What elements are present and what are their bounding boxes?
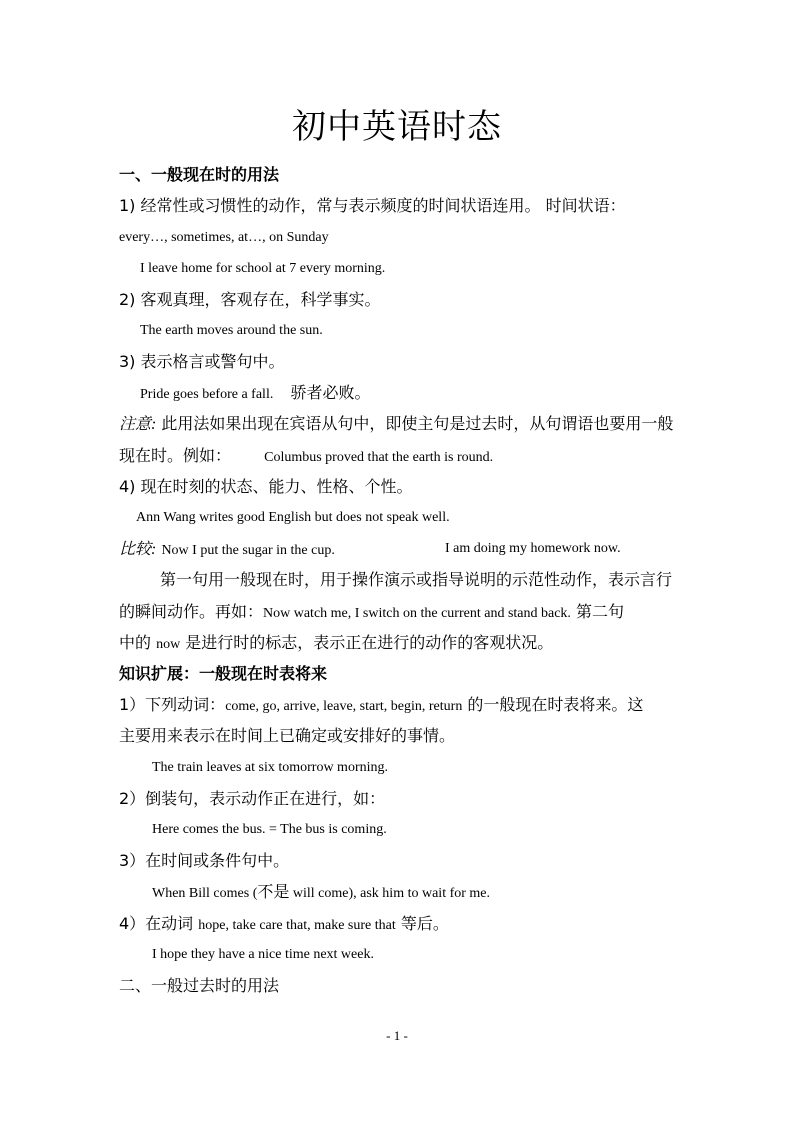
extension-item-1-example: The train leaves at six tomorrow morning. (152, 760, 388, 775)
page-title: 初中英语时态 (292, 107, 502, 147)
extension-item-1-verbs: come, go, arrive, leave, start, begin, return (225, 699, 463, 714)
compare-line (119, 538, 679, 562)
usage-3-example-en: Pride goes before a fall. (140, 387, 274, 402)
extension-item-3-example-a: When Bill comes ( (152, 886, 258, 901)
extension-item-4-verbs: hope, take care that, make sure that (198, 918, 396, 933)
usage-3: 3) 表示格言或警句中。 (119, 352, 285, 371)
usage-3-example (140, 382, 700, 406)
note-line-2-en: Columbus proved that the earth is round. (264, 450, 494, 465)
note-line-2-zh: 现在时。例如： (119, 446, 232, 465)
compare-sentence-b: I am doing my homework now. (445, 541, 621, 556)
extension-item-1-zh-b: 的一般现在时表将来。这 (462, 695, 644, 714)
compare-sentence-a: Now I put the sugar in the cup. (161, 543, 335, 558)
usage-1-line-1: 1) 经常性或习惯性的动作，常与表示频度的时间状语连用。 时间状语： (119, 196, 626, 215)
explain-line-3-zh-a: 中的 (119, 633, 157, 652)
explain-line-3 (119, 632, 679, 656)
extension-item-1-zh-a: 1）下列动词： (119, 695, 226, 714)
usage-1-example: I leave home for school at 7 every morning. (140, 261, 386, 276)
usage-3-example-zh: 骄者必败。 (290, 383, 371, 402)
explain-line-2-zh-a: 的瞬间动作。再如： (119, 602, 264, 621)
extension-item-3: 3）在时间或条件句中。 (119, 851, 290, 870)
explain-line-2-zh-b: 第二句 (570, 602, 625, 621)
usage-1-line-2: every…, sometimes, at…, on Sunday (119, 230, 329, 245)
usage-4-example: Ann Wang writes good English but does not speak well. (136, 510, 450, 525)
extension-item-3-example-zh: 不是 (257, 882, 290, 901)
extension-item-4-zh-a: 4）在动词 (119, 914, 199, 933)
extension-item-4-zh-b: 等后。 (395, 914, 449, 933)
usage-2: 2) 客观真理，客观存在，科学事实。 (119, 290, 381, 309)
explain-line-1: 第一句用一般现在时，用于操作演示或指导说明的示范性动作，表示言行 (160, 570, 673, 589)
compare-label: 比较: (119, 541, 157, 558)
section-heading-present-simple: 一、一般现在时的用法 (119, 165, 280, 184)
usage-2-example: The earth moves around the sun. (140, 323, 323, 338)
section-heading-past-simple: 二、一般过去时的用法 (119, 976, 280, 995)
note-text: 此用法如果出现在宾语从句中，即使主句是过去时，从句谓语也要用一般 (156, 414, 674, 433)
extension-item-4 (119, 913, 679, 937)
note-label: 注意: (119, 416, 157, 433)
explain-line-3-zh-b: 是进行时的标志，表示正在进行的动作的客观状况。 (180, 633, 554, 652)
explain-line-3-en: now (156, 637, 181, 652)
extension-item-3-example-b: will come), ask him to wait for me. (289, 886, 491, 901)
page-number: - 1 - (386, 1028, 408, 1043)
extension-item-1-line-2: 主要用来表示在时间上已确定或安排好的事情。 (119, 726, 456, 745)
note-line-2 (119, 445, 679, 469)
extension-item-3-example (152, 881, 712, 905)
extension-heading: 知识扩展：一般现在时表将来 (119, 664, 328, 683)
note-line-1 (119, 413, 679, 436)
extension-item-2: 2）倒装句，表示动作正在进行，如： (119, 789, 386, 808)
usage-4: 4) 现在时刻的状态、能力、性格、个性。 (119, 477, 413, 496)
extension-item-1-line-1 (119, 694, 679, 718)
extension-item-4-example: I hope they have a nice time next week. (152, 947, 374, 962)
explain-line-2-en: Now watch me, I switch on the current and stand back. (263, 606, 571, 621)
extension-item-2-example: Here comes the bus. = The bus is coming. (152, 822, 387, 837)
explain-line-2 (119, 601, 679, 625)
